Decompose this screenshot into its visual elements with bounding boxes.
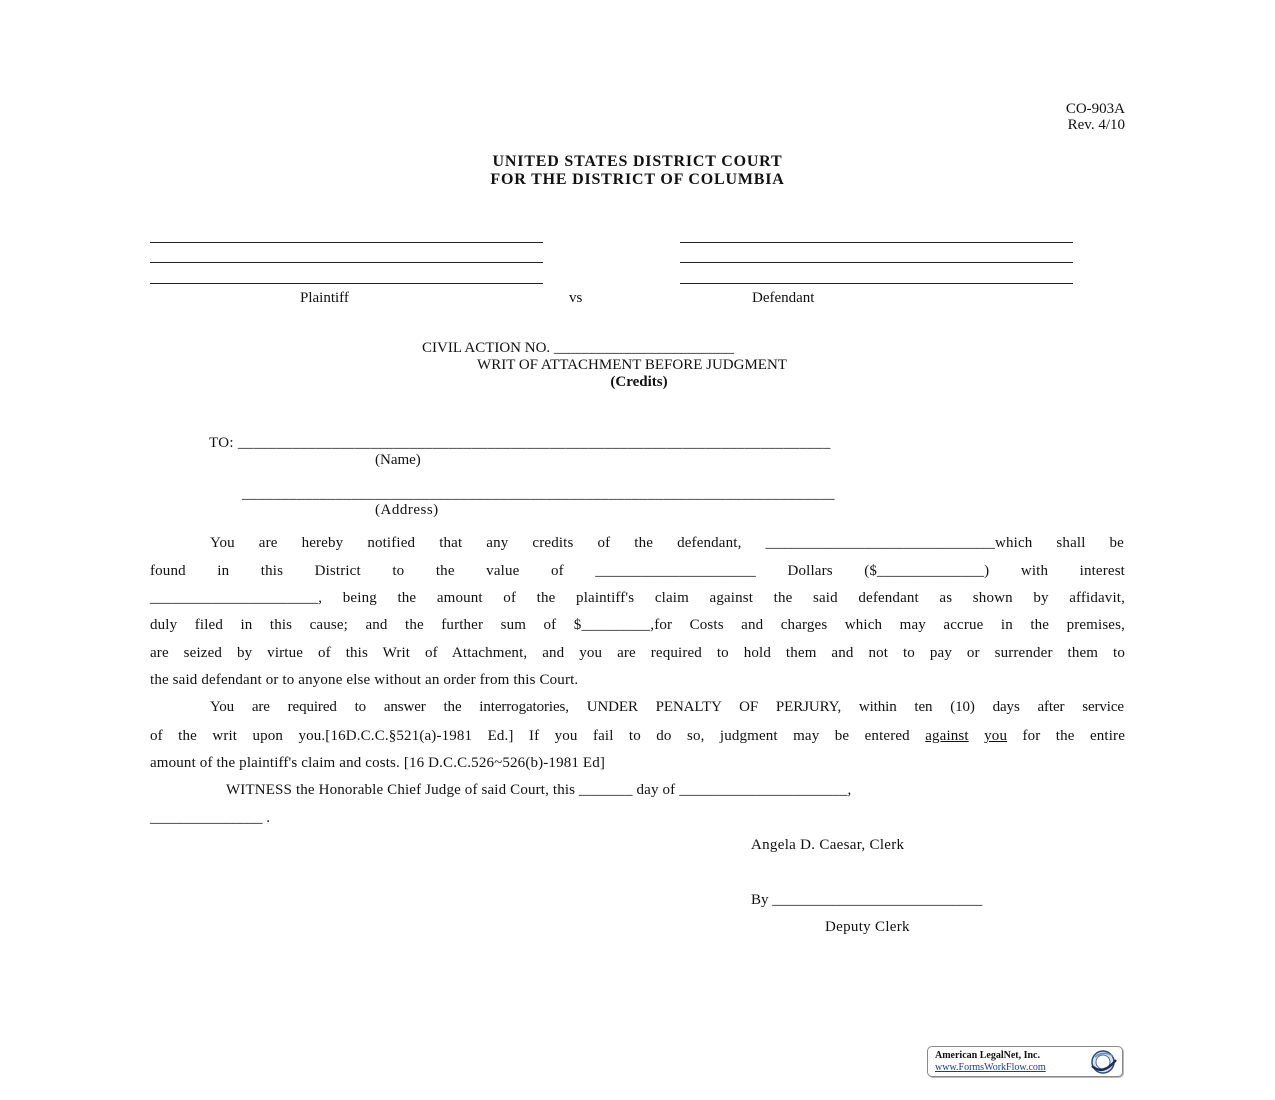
body-line-2: found in this District to the value of _____________________ Dollars ($______________) with interest	[150, 563, 1125, 579]
form-revision: Rev. 4/10	[1067, 117, 1125, 133]
defendant-line-3[interactable]	[680, 283, 1073, 284]
plaintiff-line-3[interactable]	[150, 283, 543, 284]
to-address-label: (Address)	[375, 502, 439, 518]
year-line[interactable]: _______________ .	[150, 810, 270, 826]
writ-subtitle: (Credits)	[610, 374, 668, 390]
you-text: you	[984, 728, 1008, 744]
logo-company: American LegalNet, Inc.	[935, 1050, 1040, 1061]
body-line-4: duly filed in this cause; and the further sum of $_________,for Costs and charges which may accrue in the premises,	[150, 617, 1125, 633]
to-name-field[interactable]: TO: ____________________________________________________________________________	[209, 435, 831, 451]
form-number: CO-903A	[1065, 101, 1125, 117]
deputy-signature-line[interactable]: By ____________________________	[751, 892, 983, 908]
writ-title: WRIT OF ATTACHMENT BEFORE JUDGMENT	[477, 357, 787, 373]
witness-line[interactable]: WITNESS the Honorable Chief Judge of said Court, this _______ day of ______________________,	[226, 782, 852, 798]
defendant-line-2[interactable]	[680, 262, 1073, 263]
interrogatories-line-2	[150, 728, 1125, 745]
body-line-5: are seized by virtue of this Writ of Attachment, and you are required to hold them and not to pay or surrender them to	[150, 645, 1125, 661]
plaintiff-line-2[interactable]	[150, 262, 543, 263]
to-address-field[interactable]: ____________________________________________________________________________	[242, 486, 835, 502]
defendant-label: Defendant	[752, 290, 815, 306]
deputy-clerk-label: Deputy Clerk	[825, 919, 910, 935]
court-district: FOR THE DISTRICT OF COLUMBIA	[490, 171, 785, 188]
entire-text: for the entire	[1022, 728, 1126, 744]
interrogatories-line-3: amount of the plaintiff's claim and costs. [16 D.C.C.526~526(b)-1981 Ed]	[150, 755, 606, 771]
vs-label: vs	[569, 290, 583, 306]
against-text: against	[925, 728, 969, 744]
civil-action-number[interactable]: CIVIL ACTION NO. ________________________	[422, 340, 734, 356]
plaintiff-line-1[interactable]	[150, 242, 543, 243]
to-name-label: (Name)	[375, 452, 421, 468]
body-line-6: the said defendant or to anyone else without an order from this Court.	[150, 672, 579, 688]
plaintiff-label: Plaintiff	[300, 290, 349, 306]
globe-icon	[1086, 1048, 1120, 1076]
body-line-3: ______________________, being the amount of the plaintiff's claim against the said defendant as shown by affidavit,	[150, 590, 1125, 606]
clerk-name: Angela D. Caesar, Clerk	[751, 837, 905, 853]
interrogatories-line-1: You are required to answer the interrogatories, UNDER PENALTY OF PERJURY, within ten (10) days after service	[210, 699, 1124, 715]
defendant-line-1[interactable]	[680, 242, 1073, 243]
logo-url[interactable]: www.FormsWorkFlow.com	[935, 1062, 1046, 1073]
interrogatories-text: of the writ upon you.[16D.C.C.§521(a)-1981 Ed.] If you fail to do so, judgment may be entered	[150, 728, 910, 744]
body-line-1: You are hereby notified that any credits of the defendant, ______________________________which shall be	[210, 535, 1124, 551]
legalnet-logo	[927, 1046, 1123, 1077]
court-name: UNITED STATES DISTRICT COURT	[492, 153, 783, 170]
